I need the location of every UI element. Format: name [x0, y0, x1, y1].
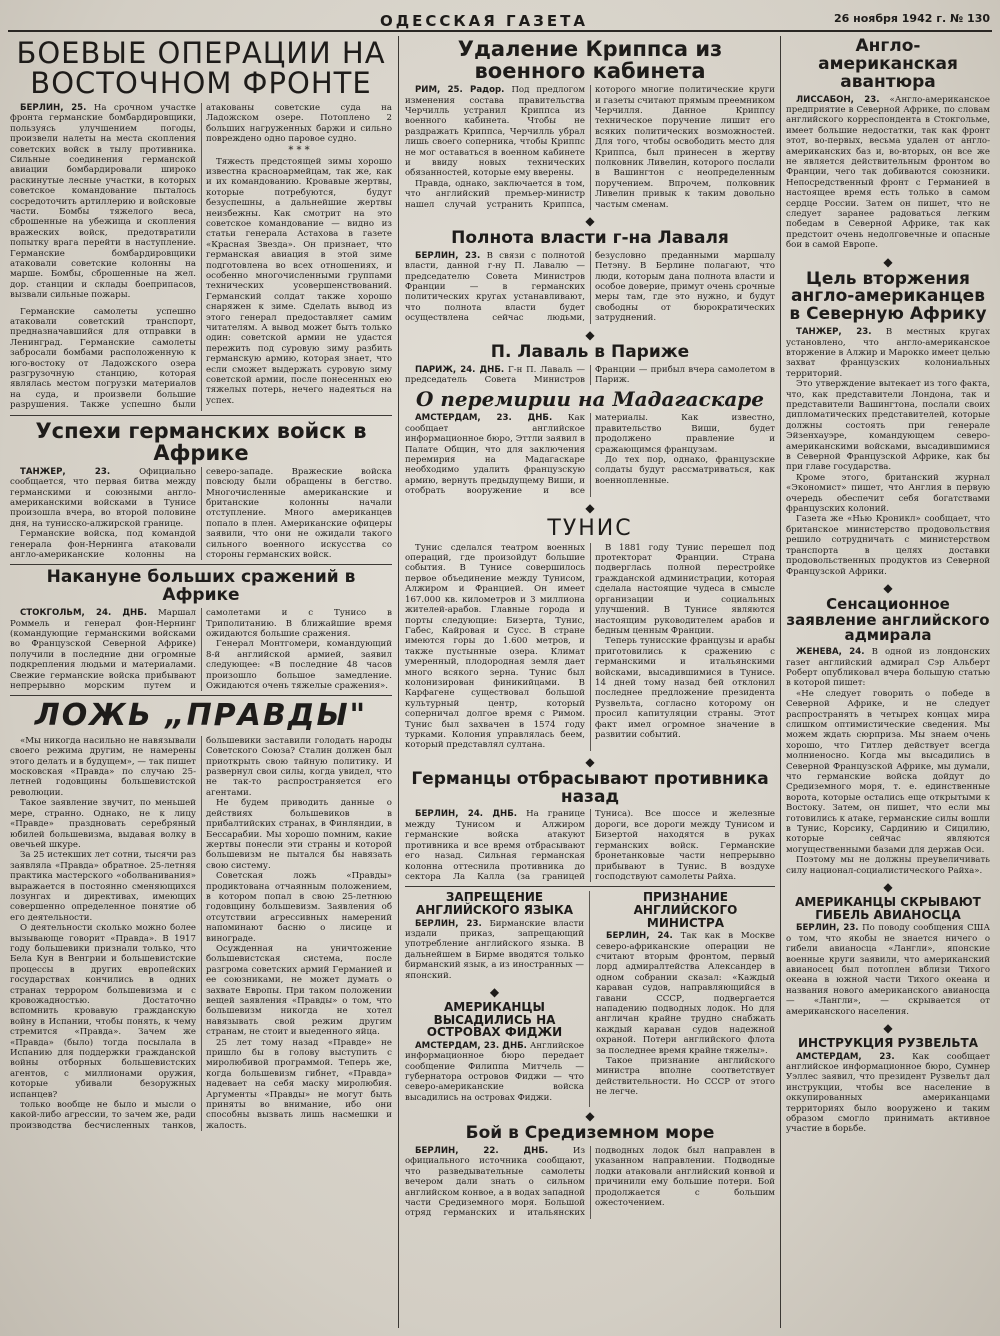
article-tunis — [405, 517, 775, 751]
paragraph: Как сообщает английское информационное бюро, Эттли заявил в Палате Общин, что для заключения перемирия на Мадагаскаре необходимо удалить французскую армию, вернуть предыдущему Виши, и отобрать вооружение и все материалы. Как известно, правительство Виши, будет продолжено правление и сражающимся французам. — [405, 413, 775, 497]
article-invasion-goal — [786, 268, 990, 577]
dateline: ТАНЖЕР, 23. — [20, 466, 111, 477]
column-divider — [398, 36, 399, 1328]
headline: ИНСТРУКЦИЯ РУЗВЕЛЬТА — [797, 1035, 979, 1050]
ornament: ◆ — [585, 213, 595, 228]
headline: П. Лаваль в Париже — [490, 341, 690, 362]
paragraph: В местных кругах установлено, что англо-американское вторжение в Алжир и Марокко имеет целью захват французских колониальных территорий. — [786, 327, 990, 379]
article-roosevelt-instruction — [786, 1037, 990, 1135]
article-body — [10, 736, 392, 1131]
paragraph: Это утверждение вытекает из того факта, что, как представители Лондона, так и представители Вашингтона, послали своих дипломатических представителей, которые должны состоять при генерале Эйзенхауэре, командующем северо-американскими войсками, высадившимися в Северной Французской Африке, как бы при главе государства. — [786, 379, 990, 473]
paragraph: В связи с полнотой власти, данной г-ну П. Лавалю — председателю Совета Министров Франции — в германских политических кругах устанавливают, что полнота власти будет осуществлена сейчас людьми, безусловно преданными маршалу Петэну. В Берлине полагают, что люди, которым дана полнота власти и особое доверие, примут очень срочные меры там, где это нужно, и будут свободны от бюрократических затруднений. — [405, 250, 775, 324]
article-body — [10, 103, 392, 411]
ornament: ◆ — [585, 1109, 595, 1124]
paragraph: Бирманские власти издали приказ, запрещающий употребление английского языка. В дальнейшем в Бирме вводятся только бирманский язык, а из иностранных — японский. — [405, 918, 584, 981]
masthead-rule — [8, 30, 992, 32]
article-africa-battles — [10, 569, 392, 691]
paragraph: По поводу сообщения США о том, что якобы не знается ничего о гибели авианосца «Лангли», японские военные круги заявили, что американский авианосец был потоплен вблизи Тихого океана в южной части Тихого океана и названия нового американского авианосца — «Лангли», — скрывается от американского населения. — [786, 923, 990, 1017]
headline: БОЕВЫЕ ОПЕРАЦИИ НА ВОСТОЧНОМ ФРОНТЕ — [16, 38, 386, 101]
ornament: ◆ — [883, 580, 893, 595]
paragraph: Теперь тунисские французы и арабы приготовились к сражению с германскими и итальянскими войсками, высадившимися в Тунисе. 14 дней тому назад бей отклонил последнее предложение президента Рузвельта, согласно которому он просил капитуляции страны. Этот факт имел огромное значение в развитии событий. — [595, 636, 775, 740]
dateline: СТОКГОЛЬМ, 24. ДНБ. — [20, 608, 148, 619]
dateline: ПАРИЖ, 24. ДНБ. — [415, 364, 505, 375]
paragraph: На срочном участке фронта германские бомбардировщики, пользуясь улучшением погоды, произвели налеты на места скопления советских войск в тылу противника. Сильные соединения германской авиации бомбардировали широко раскинутые лесные участки, в которых советское командование пыталось сосредоточить артиллерию и войсковые части. Бомбы тяжелого веса, сброшенные на убежища и скопления вражеских войск, предотвратили попытку врага перейти в наступление. Германские бомбардировщики атаковали советские колонны на марше. Бомбы, сброшенные на жел. дор. станции и склады боеприпасов, вызвали сильные пожары. — [10, 102, 196, 301]
article-admiral-statement — [786, 594, 990, 876]
article-body — [405, 413, 775, 496]
paragraph: Маршал Роммель и генерал фон-Нернинг (командующие германскими войсками во Французской Северной Африке) получили в последние дни огромные подкрепления людьми и материалами. Свежие германские войска прибывают непрерывно морским путем и самолетами и с Тунисо в Триполитанию. В ближайшие время ожидаются большие сражения. — [10, 608, 392, 691]
dateline: БЕРЛИН, 25. — [20, 102, 87, 113]
dateline: ЛИССАБОН, 23. — [796, 94, 880, 105]
headline: ЗАПРЕЩЕНИЕ АНГЛИЙСКОГО ЯЗЫКА — [415, 890, 574, 917]
article-cripps — [405, 38, 775, 210]
headline: ПРИЗНАНИЕ АНГЛИЙСКОГО МИНИСТРА — [633, 890, 738, 930]
issue-date: 26 ноября 1942 г. № 130 — [833, 12, 990, 25]
article-body — [405, 251, 775, 324]
ornament: ◆ — [883, 254, 893, 269]
headline: Успехи германских войск в Африке — [35, 418, 367, 465]
paragraph: Кроме этого, британский журнал «Экономист» пишет, что Англия в первую очередь обеспечит себя богатствами французских колоний. — [786, 472, 990, 515]
article-body — [405, 543, 775, 751]
divider — [10, 695, 392, 696]
headline: Цель вторжения англо-американцев в Северную Африку — [789, 268, 987, 325]
dateline: АМСТЕРДАМ, 23. ДНБ. — [415, 1040, 527, 1051]
headline: О перемирии на Мадагаскаре — [416, 387, 764, 412]
column-divider — [780, 36, 781, 1328]
headline: Бой в Средиземном море — [465, 1123, 715, 1144]
paragraph: Г-н П. Лаваль — председатель Совета Министров Франции — прибыл вчера самолетом в Париж. — [405, 364, 775, 385]
divider — [405, 886, 775, 887]
paragraph: 25 лет тому назад «Правде» не пришло бы в голову выступить с миролюбивой программой. Теперь же, когда большевизм гибнет, «Правда» надевает на себя маску миролюбия. Аргументы «Правды» не могут быть приняты во внимание, ибо они способны вызвать лишь насмешки и жалость. — [206, 1037, 392, 1131]
article-fiji — [405, 1001, 584, 1103]
right-column — [786, 38, 990, 1330]
paragraph: Под предлогом изменения состава правительства Черчилль устранил Криппса из военного кабинета. Чтобы не раздражать Криппса, Черчилль убрал лишь своего соперника, чтобы Криппс не мог оставаться в военном кабинете и ввиду новых технических обязанностей, которые ему вверены. — [405, 85, 586, 179]
headline: Сенсационное заявление английского адмирала — [786, 594, 990, 645]
paragraph: Генерал Монтгомери, командующий 8-й английской армией, заявил следующее: «В последние 48 часов произошло большое замедление. Ожидаются очень тяжелые сражения». — [206, 639, 392, 691]
masthead — [0, 6, 1000, 32]
divider — [10, 564, 392, 565]
ornament: ◆ — [585, 754, 595, 769]
dateline: АМСТЕРДАМ, 23. — [796, 1051, 895, 1062]
article-body — [405, 1146, 775, 1219]
dateline: БЕРЛИН, 23. — [415, 918, 482, 929]
article-africa-success — [10, 420, 392, 561]
paragraph: Правда, однако, заключается в том, что английский премьер-министр нашел случай устранить Криппса, которого многие политические круги и газеты считают прямым преемником Черчилля. Данное Криппсу техническое поручение лишит его всяких политических возможностей. Для того, чтобы освободить место для Криппса, был принесен в жертву полковник Ливелин, которого послали в Вашингтон с неопределенным поручением. Впрочем, полковник Ливелин привык к таким довольно частым сменам. — [405, 85, 775, 210]
article-body — [405, 365, 775, 386]
ornament: ◆ — [585, 500, 595, 515]
article-laval-paris — [405, 341, 775, 386]
headline: АМЕРИКАНЦЫ ВЫСАДИЛИСЬ НА ОСТРОВАХ ФИДЖИ — [426, 999, 563, 1040]
dateline: БЕРЛИН, 24. ДНБ. — [415, 809, 518, 820]
article-mediterranean — [405, 1125, 775, 1219]
ornament: ◆ — [585, 327, 595, 342]
headline: Англо-американская авантюра — [818, 38, 958, 92]
dateline: АМСТЕРДАМ, 23. ДНБ. — [415, 413, 553, 424]
paragraph: О деятельности сколько можно более вызывающе говорит «Правда». В 1917 году большевики признали только, что Бела Кун в Венгрии и большевистские процессы в других европейских государствах кончились в одних странах террором большевизма и с кровожадностью. Достаточно вспомнить кровавую гражданскую войну в Испании, чтобы понять, к чему стремится «Правда». Зачем же «Правда» (было) тогда посылала в Испанию для поддержки гражданской войны отборных большевистских агентов, с миллионами оружия, которые убивали безоружных испанцев? — [10, 923, 196, 1100]
article-laval-power — [405, 227, 775, 324]
article-body — [10, 467, 392, 561]
article-english-ban — [405, 891, 584, 981]
article-pravda-lie — [10, 700, 392, 1131]
article-eastern-front — [10, 38, 392, 411]
paragraph: За 25 истекших лет сотни, тысячи раз заявляла «Правда» обратное. 25-летняя практика мастерского «оболванивания» выражается в постоянно сменяющихся лозунгах и директивах, имеющих совершенно определенное понятие об его деятельности. — [10, 850, 196, 923]
paragraph: До тех пор, однако, французские солдаты будут рассматриваться, как военнопленные. — [595, 454, 775, 486]
paragraph: «Не следует говорить о победе в Северной Африке, и не следует распространять в четырех концах мира слишком оптимистические сведения. Мы можем ждать сюрприза. Мы знаем очень хорошо, что Гитлер действует всегда молниеносно. Когда мы высадились в Северной Французской Африке, мы думали, что германские войска дойдут до Средиземного моря, т. е. единственные ворота, которые остались еще открытыми к Востоку. Затем, он пишет, что если мы готовились к атаке, германские силы вошли в Тунис, Корсику, Сардинию и Сицилию, которые сейчас являются могущественными базами для держав Оси. — [786, 688, 990, 855]
paragraph: Тяжесть предстоящей зимы хорошо известна красноармейцам, так же, как и их командованию. Кровавые жертвы, которые потребуются, будут безуспешны, а дальнейшие жертвы неизбежны. Как смотрит на это советское командование — видно из статьи генерала Астахова в газете «Красная Звезда». Он признает, что германская авиация в этой зиме подготовлена во всех отношениях, и особенно многочисленными группами технических усовершенствований. Германский солдат также хорошо снаряжен к зиме. Сделать вывод из этого генерал предоставляет самим читателям. А вывод может быть только один: советской армии не удастся пережить под суровую зиму разбить германскую армию, которая знает, что если сможет выдержать суровую зиму советской армии, после понесенных ею тяжелых потерь, нечего надеяться на успех. — [206, 156, 392, 406]
article-body — [405, 809, 775, 882]
paragraph: Так как в Москве северо-африканские операции не считают вторым фронтом, первый лорд адмиралтейства Александер в одном собрании сказал: «Каждый караван судов, направляющийся в гавани СССР, подвергается нападению подводных лодок. Но для англичан крайне трудно снабжать каждый караван судов надежной охраной. Потери английского флота за последнее время крайне тяжелы». — [596, 931, 775, 1056]
article-body — [405, 85, 775, 210]
ornament: ◆ — [489, 984, 500, 999]
paragraph: Осужденная на уничтожение большевистская система, после разгрома советских армий Германией и ее союзниками, не может думать о захвате Европы. При таком положении вещей заявления «Правды» о том, что большевизм никогда не хотел навязывать свой режим другим странам, не стоит и выеденного яйца. — [206, 943, 392, 1038]
dateline: ЖЕНЕВА, 24. — [796, 647, 865, 658]
headline: ЛОЖЬ „ПРАВДЫ" — [34, 698, 368, 734]
dateline: БЕРЛИН, 22. ДНБ. — [415, 1146, 549, 1156]
dateline: ТАНЖЕР, 23. — [796, 327, 872, 338]
ornament: ◆ — [883, 880, 893, 895]
brief-row — [405, 891, 775, 1107]
headline: Удаление Криппса из военного кабинета — [457, 38, 723, 84]
article-germans-push-back — [405, 768, 775, 883]
paragraph: Такое признание английского министра вполне соответствует действительности. Но СССР от этого не легче. — [596, 1055, 775, 1098]
paragraph: Газета же «Нью Кроникл» сообщает, что британское министерство продовольствия решило сотрудничать с министерством транспорта в целях доставки продовольственных продуктов из Северной Французской Африки. — [786, 514, 990, 577]
dateline: БЕРЛИН, 23. — [796, 923, 859, 934]
paragraph: Официально сообщается, что первая битва между германскими и союзными англо-американскими войсками в Тунисе произошла вчера, во второй половине дня, на тунисско-алжирской границе. — [10, 466, 196, 529]
paragraph: Германские самолеты успешно атаковали советский транспорт, предназначавшийся для отправки в Ленинград. Германские самолеты забросали бомбами расположенную к юго-востоку от Ладожского озера разгрузочную станцию, которая являлась местом погрузки материалов на суда, и произвели большие разрушения. Также успешно были атакованы советские суда на Ладожском озере. Потоплено 2 больших нагруженных баржи и сильно повреждено одно паровое судно. — [10, 102, 392, 411]
article-body — [10, 608, 392, 691]
paragraph: «Англо-американское предприятие в Северной Африке, по словам английского корреспондента в Стокгольме, имеет большие недостатки, так как фронт этот, во-первых, весьма удален от англо-американских баз и, во-вторых, он все же не является действительным фронтом во Франции, чего так добиваются союзники. Непосредственный фронт с Германией в настоящее время есть только в самом сердце России. Затем он пишет, что не следует заранее радоваться легким победам в Северной Африке, так как предстоит очень недолговечные и опасные бои в самой Европе. — [786, 94, 990, 251]
paragraph: Германские войска, под командой генерала фон-Нернинга атаковали англо-американские колонны на северо-западе. Вражеские войска повсюду были обращены в бегство. Многочисленные американские и британские колонны начали отступление. Много американцев попало в плен. Американские офицеры заявили, что они не ожидали такого сильного военного искусства со стороны германских войск. — [10, 466, 392, 560]
headline: АМЕРИКАНЦЫ СКРЫВАЮТ ГИБЕЛЬ АВИАНОСЦА — [795, 895, 981, 922]
paragraph: В 1881 году Тунис перешел под протекторат Франции. Страна подверглась полной перестройке гражданской администрации, которая сделала настоящие чудеса в смысле организации и социальных улучшений. В Тунисе являются настоящим руководителем арабов и бедным ценным Франции. — [595, 542, 775, 636]
middle-column — [405, 38, 775, 1330]
left-column — [10, 38, 392, 1330]
ornament: * * * — [288, 144, 310, 156]
paragraph: только вообще не было и мысли о какой-либо агрессии, то зачем же, ради производства бесчисленных танков, большевики заставили голодать народы Советского Союза? Сталин должен был приоткрыть свою тайную политику. И развернул свои силы, когда увидел, что не так-то распространяется его агентами. — [10, 735, 392, 1131]
brief-left — [405, 891, 590, 1107]
ornament: ◆ — [883, 1020, 893, 1035]
paragraph: «Мы никогда насильно не навязывали своего режима другим, не намерены этого делать и в будущем», — так пишет московская «Правда» по случаю 25-летней годовщины большевистской революции. — [10, 735, 196, 798]
paragraph: Поэтому мы не должны преувеличивать силу национал-социалистического Райха». — [786, 855, 990, 876]
paragraph: Тунис сделался театром военных операций, где произойдут большие события. В Тунисе совершилось первое объединение между Тунисом, Алжиром и Францией. Он имеет 167.000 кв. километров и 3 миллиона жителей-арабов. Главные города и порты следующие: Бизерта, Тунис, Габес, Кайровая и Сусс. В стране имеются горы до 1.600 метров, и также пустынные озера. Климат умеренный, плодородная земля дает много всякого зерна. Тунис был колонизирован финикийцами. В Карфагене существовал большой культурный центр, который соперничал долгое время с Римом. Тунис был захвачен в 1574 году турками. Колония управлялась беем, который представлял султана. — [405, 542, 585, 751]
dateline: БЕРЛИН, 24. — [606, 931, 673, 942]
paragraph: На границе между Тунисом и Алжиром германские войска атакуют противника и все время отбрасывают его назад. Сильная германская колонна оттеснила противника до сектора Ла Калла (за границей Туниса). Все шоссе и железные дороги, все дороги между Тунисом и Бизертой находятся в руках германских войск. Германские бронетанковые части непрерывно прибывают в Тунис. В воздухе господствуют самолеты Райха. — [405, 809, 775, 882]
paragraph: Советская ложь «Правды» продиктована отчаянным положением, в котором попал в свою 25-летнюю годовщину большевизм. Заявления об отсутствии агрессивных намерений напоминают басню о лисице и винограде. — [206, 871, 392, 944]
dateline: БЕРЛИН, 23. — [415, 250, 481, 261]
article-aircraft-carrier — [786, 896, 990, 1017]
paragraph: В одной из лондонских газет английский адмирал Сэр Альберт Роберт опубликовал вчера большую статью в которой пишет: — [786, 647, 990, 689]
article-anglo-american-adventure — [786, 38, 990, 251]
paragraph: Из официального источника сообщают, что разведывательные самолеты вечером дали знать о сильном английском конвое, а в водах западной части Средиземного моря. Большой отряд германских и итальянских подводных лодок был направлен в указанном направлении. Подводные лодки атаковали английский конвой и причинили ему большие потери. Бой продолжается с большим ожесточением. — [405, 1146, 775, 1219]
article-madagascar — [405, 389, 775, 496]
paragraph: Такое заявление звучит, по меньшей мере, странно. Однако, не к лицу «Правде» праздновать серебряный юбилей большевизма, выдавая волку в овечьей шкуре. — [10, 798, 196, 850]
paragraph: Как сообщает английское информационное бюро, Сумнер Уэллес заявил, что президент Рузвельт дал инструкции, чтобы все население в оккупированных американцами территориях было вооружено и таким образом смогло принимать активное участие в борьбе. — [786, 1051, 990, 1135]
article-minister-admission — [596, 891, 775, 1097]
brief-right — [596, 891, 775, 1107]
headline: ТУНИС — [547, 515, 633, 541]
paragraph: Английское информационное бюро передает сообщение Филиппа Митчель — губернатора островов Фиджи — что северо-американские войска высадились на островах Фиджи. — [405, 1040, 585, 1103]
headline: Накануне больших сражений в Африке — [46, 567, 356, 606]
headline: Германцы отбрасывают противника назад — [411, 768, 769, 807]
newspaper-title: ОДЕССКАЯ ГАЗЕТА — [380, 12, 588, 30]
divider — [10, 415, 392, 416]
dateline: РИМ, 25. Радор. — [415, 85, 505, 96]
paragraph: Не будем приводить данные о действиях большевиков в прибалтийских странах, в Финляндии, в Бессарабии. Мы хорошо помним, какие жертвы понесли эти страны и которой большевизм не пытался бы навязать свою систему. — [206, 798, 392, 871]
headline: Полнота власти г-на Лаваля — [451, 227, 729, 248]
